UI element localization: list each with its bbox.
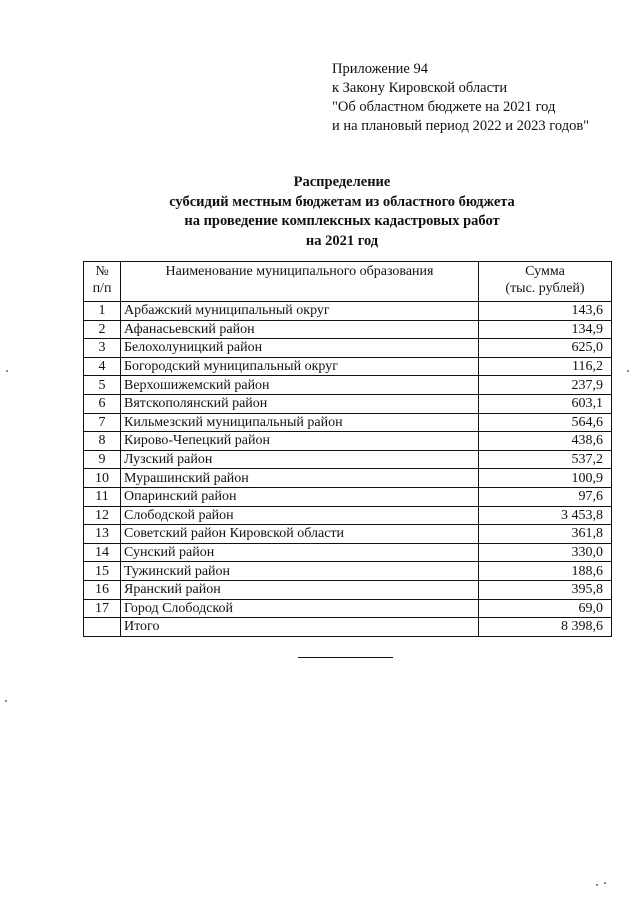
- row-number: 17: [84, 599, 121, 618]
- subsidy-amount: 395,8: [479, 580, 612, 599]
- header-sum-line1: Сумма: [525, 264, 565, 279]
- table-row: [84, 580, 612, 599]
- title-line: Распределение: [293, 174, 391, 190]
- municipality-name: Итого: [121, 618, 479, 637]
- municipality-name: Вятскополянский район: [121, 394, 479, 413]
- table-row: [84, 302, 612, 321]
- municipality-name: Опаринский район: [121, 487, 479, 506]
- table-row: [84, 599, 612, 618]
- municipality-name: Белохолуницкий район: [121, 339, 479, 358]
- subsidy-amount: 537,2: [479, 450, 612, 469]
- table-row: [84, 320, 612, 339]
- header-number: [84, 262, 121, 302]
- appendix-line: к Закону Кировской области: [332, 80, 508, 96]
- table-row: [84, 506, 612, 525]
- row-number: 11: [84, 487, 121, 506]
- municipality-name: Кильмезский муниципальный район: [121, 413, 479, 432]
- table-row: [84, 562, 612, 581]
- table-row: [84, 376, 612, 395]
- subsidy-amount: 143,6: [479, 302, 612, 321]
- municipality-name: Лузский район: [121, 450, 479, 469]
- row-number: 10: [84, 469, 121, 488]
- subsidy-amount: 3 453,8: [479, 506, 612, 525]
- subsidy-amount: 8 398,6: [479, 618, 612, 637]
- closing-rule: [298, 657, 393, 658]
- subsidy-amount: 134,9: [479, 320, 612, 339]
- municipality-name: Сунский район: [121, 543, 479, 562]
- scan-speck: [627, 370, 629, 372]
- subsidy-amount: 116,2: [479, 357, 612, 376]
- table-header-row: [84, 262, 612, 302]
- table-body: [84, 302, 612, 637]
- document-title: [0, 173, 640, 251]
- row-number: 15: [84, 562, 121, 581]
- row-number: 12: [84, 506, 121, 525]
- appendix-note: [332, 60, 589, 136]
- table-row: [84, 432, 612, 451]
- subsidy-amount: 100,9: [479, 469, 612, 488]
- table-row: [84, 450, 612, 469]
- row-number: 2: [84, 320, 121, 339]
- subsidy-amount: 97,6: [479, 487, 612, 506]
- header-sum: [479, 262, 612, 302]
- subsidy-amount: 237,9: [479, 376, 612, 395]
- subsidy-amount: 625,0: [479, 339, 612, 358]
- header-number-line1: №: [95, 264, 109, 279]
- table-row: [84, 339, 612, 358]
- scan-speck: [596, 884, 598, 886]
- scan-speck: [604, 882, 606, 884]
- municipality-name: Яранский район: [121, 580, 479, 599]
- row-number: 13: [84, 525, 121, 544]
- municipality-name: Мурашинский район: [121, 469, 479, 488]
- municipality-name: Тужинский район: [121, 562, 479, 581]
- table-row: [84, 469, 612, 488]
- municipality-name: Верхошижемский район: [121, 376, 479, 395]
- row-number: 4: [84, 357, 121, 376]
- subsidy-amount: 564,6: [479, 413, 612, 432]
- table-row: [84, 543, 612, 562]
- municipality-name: Слободской район: [121, 506, 479, 525]
- row-number: 16: [84, 580, 121, 599]
- appendix-line: Приложение 94: [332, 61, 428, 77]
- row-number: 8: [84, 432, 121, 451]
- table-row: [84, 413, 612, 432]
- municipality-name: Арбажский муниципальный округ: [121, 302, 479, 321]
- scan-speck: [6, 370, 8, 372]
- row-number: 6: [84, 394, 121, 413]
- subsidy-amount: 361,8: [479, 525, 612, 544]
- municipality-name: Кирово-Чепецкий район: [121, 432, 479, 451]
- header-number-line2: п/п: [92, 281, 112, 296]
- subsidy-amount: 188,6: [479, 562, 612, 581]
- appendix-line: и на плановый период 2022 и 2023 годов": [332, 118, 590, 134]
- title-line: субсидий местным бюджетам из областного бюджета: [169, 193, 515, 210]
- row-number: 9: [84, 450, 121, 469]
- subsidy-amount: 438,6: [479, 432, 612, 451]
- subsidy-amount: 69,0: [479, 599, 612, 618]
- municipality-name: Богородский муниципальный округ: [121, 357, 479, 376]
- header-municipality: Наименование муниципального образования: [121, 262, 479, 302]
- row-number: 5: [84, 376, 121, 395]
- total-row: [84, 618, 612, 637]
- municipality-name: Советский район Кировской области: [121, 525, 479, 544]
- title-line: на 2021 год: [305, 232, 379, 249]
- table-row: [84, 487, 612, 506]
- header-sum-line2: (тыс. рублей): [505, 281, 585, 296]
- row-number: [84, 618, 121, 637]
- row-number: 3: [84, 339, 121, 358]
- municipality-name: Город Слободской: [121, 599, 479, 618]
- subsidy-table: [83, 261, 612, 637]
- table-row: [84, 525, 612, 544]
- row-number: 1: [84, 302, 121, 321]
- row-number: 7: [84, 413, 121, 432]
- row-number: 14: [84, 543, 121, 562]
- appendix-line: "Об областном бюджете на 2021 год: [332, 99, 556, 115]
- subsidy-amount: 603,1: [479, 394, 612, 413]
- table-row: [84, 394, 612, 413]
- subsidy-amount: 330,0: [479, 543, 612, 562]
- municipality-name: Афанасьевский район: [121, 320, 479, 339]
- table-row: [84, 357, 612, 376]
- title-line: на проведение комплексных кадастровых работ: [184, 213, 500, 229]
- scan-speck: [5, 700, 7, 702]
